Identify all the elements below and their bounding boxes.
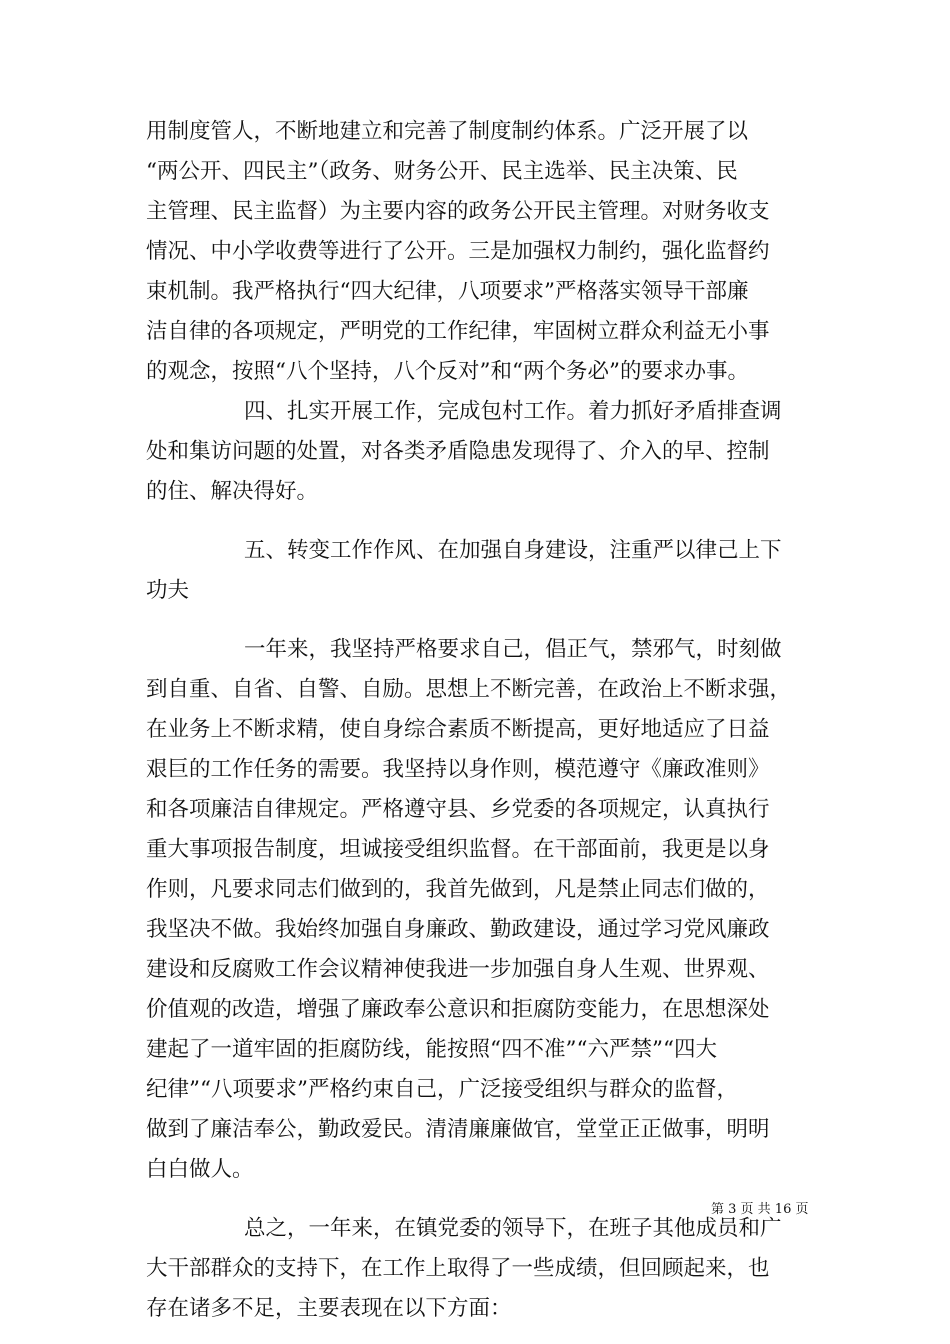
text-line: 在业务上不断求精，使自身综合素质不断提高，更好地适应了日益 bbox=[146, 717, 770, 742]
text-line: 建设和反腐败工作会议精神使我进一步加强自身人生观、世界观、 bbox=[146, 957, 770, 982]
paragraph-start-line: 一年来，我坚持严格要求自己，倡正气，禁邪气，时刻做 bbox=[244, 637, 782, 662]
text-line: 处和集访问题的处置，对各类矛盾隐患发现得了、介入的早、控制 bbox=[146, 439, 770, 464]
text-line: 价值观的改造，增强了廉政奉公意识和拒腐防变能力，在思想深处 bbox=[146, 997, 770, 1022]
text-line: “两公开、四民主”（政务、财务公开、民主选举、民主决策、民 bbox=[146, 159, 738, 184]
text-line: 主管理、民主监督）为主要内容的政务公开民主管理。对财务收支 bbox=[146, 199, 770, 224]
text-line: 建起了一道牢固的拒腐防线，能按照“四不准”“六严禁”“四大 bbox=[146, 1037, 717, 1062]
text-line: 存在诸多不足，主要表现在以下方面： bbox=[146, 1296, 512, 1321]
section-four-heading-line: 四、扎实开展工作，完成包村工作。着力抓好矛盾排查调 bbox=[244, 399, 782, 424]
page-number-footer: 第 3 页 共 16 页 bbox=[711, 1202, 809, 1217]
text-line: 纪律”“八项要求”严格约束自己，广泛接受组织与群众的监督， bbox=[146, 1077, 738, 1102]
summary-start-line: 总之，一年来，在镇党委的领导下，在班子其他成员和广 bbox=[244, 1216, 782, 1241]
document-body bbox=[146, 112, 822, 1329]
text-line: 艰巨的工作任务的需要。我坚持以身作则，模范遵守《廉政准则》 bbox=[146, 757, 770, 782]
text-line: 的住、解决得好。 bbox=[146, 479, 319, 504]
text-line: 做到了廉洁奉公，勤政爱民。清清廉廉做官，堂堂正正做事，明明 bbox=[146, 1117, 770, 1142]
text-line: 功夫 bbox=[146, 578, 190, 603]
section-five-heading-line: 五、转变工作作风、在加强自身建设，注重严以律己上下 bbox=[244, 538, 782, 563]
text-line: 洁自律的各项规定，严明党的工作纪律，牢固树立群众利益无小事 bbox=[146, 319, 770, 344]
text-line: 的观念，按照“八个坚持，八个反对”和“两个务必”的要求办事。 bbox=[146, 359, 749, 384]
text-line: 白白做人。 bbox=[146, 1157, 254, 1182]
text-line: 和各项廉洁自律规定。严格遵守县、乡党委的各项规定，认真执行 bbox=[146, 797, 770, 822]
text-line: 重大事项报告制度，坦诚接受组织监督。在干部面前，我更是以身 bbox=[146, 837, 770, 862]
text-line: 作则，凡要求同志们做到的，我首先做到，凡是禁止同志们做的， bbox=[146, 877, 770, 902]
text-line: 我坚决不做。我始终加强自身廉政、勤政建设，通过学习党风廉政 bbox=[146, 917, 770, 942]
text-line: 用制度管人，不断地建立和完善了制度制约体系。广泛开展了以 bbox=[146, 119, 749, 144]
text-line: 束机制。我严格执行“四大纪律，八项要求”严格落实领导干部廉 bbox=[146, 279, 749, 304]
text-line: 大干部群众的支持下，在工作上取得了一些成绩，但回顾起来，也 bbox=[146, 1256, 770, 1281]
text-line: 到自重、自省、自警、自励。思想上不断完善，在政治上不断求强， bbox=[146, 677, 792, 702]
text-line: 情况、中小学收费等进行了公开。三是加强权力制约，强化监督约 bbox=[146, 239, 770, 264]
